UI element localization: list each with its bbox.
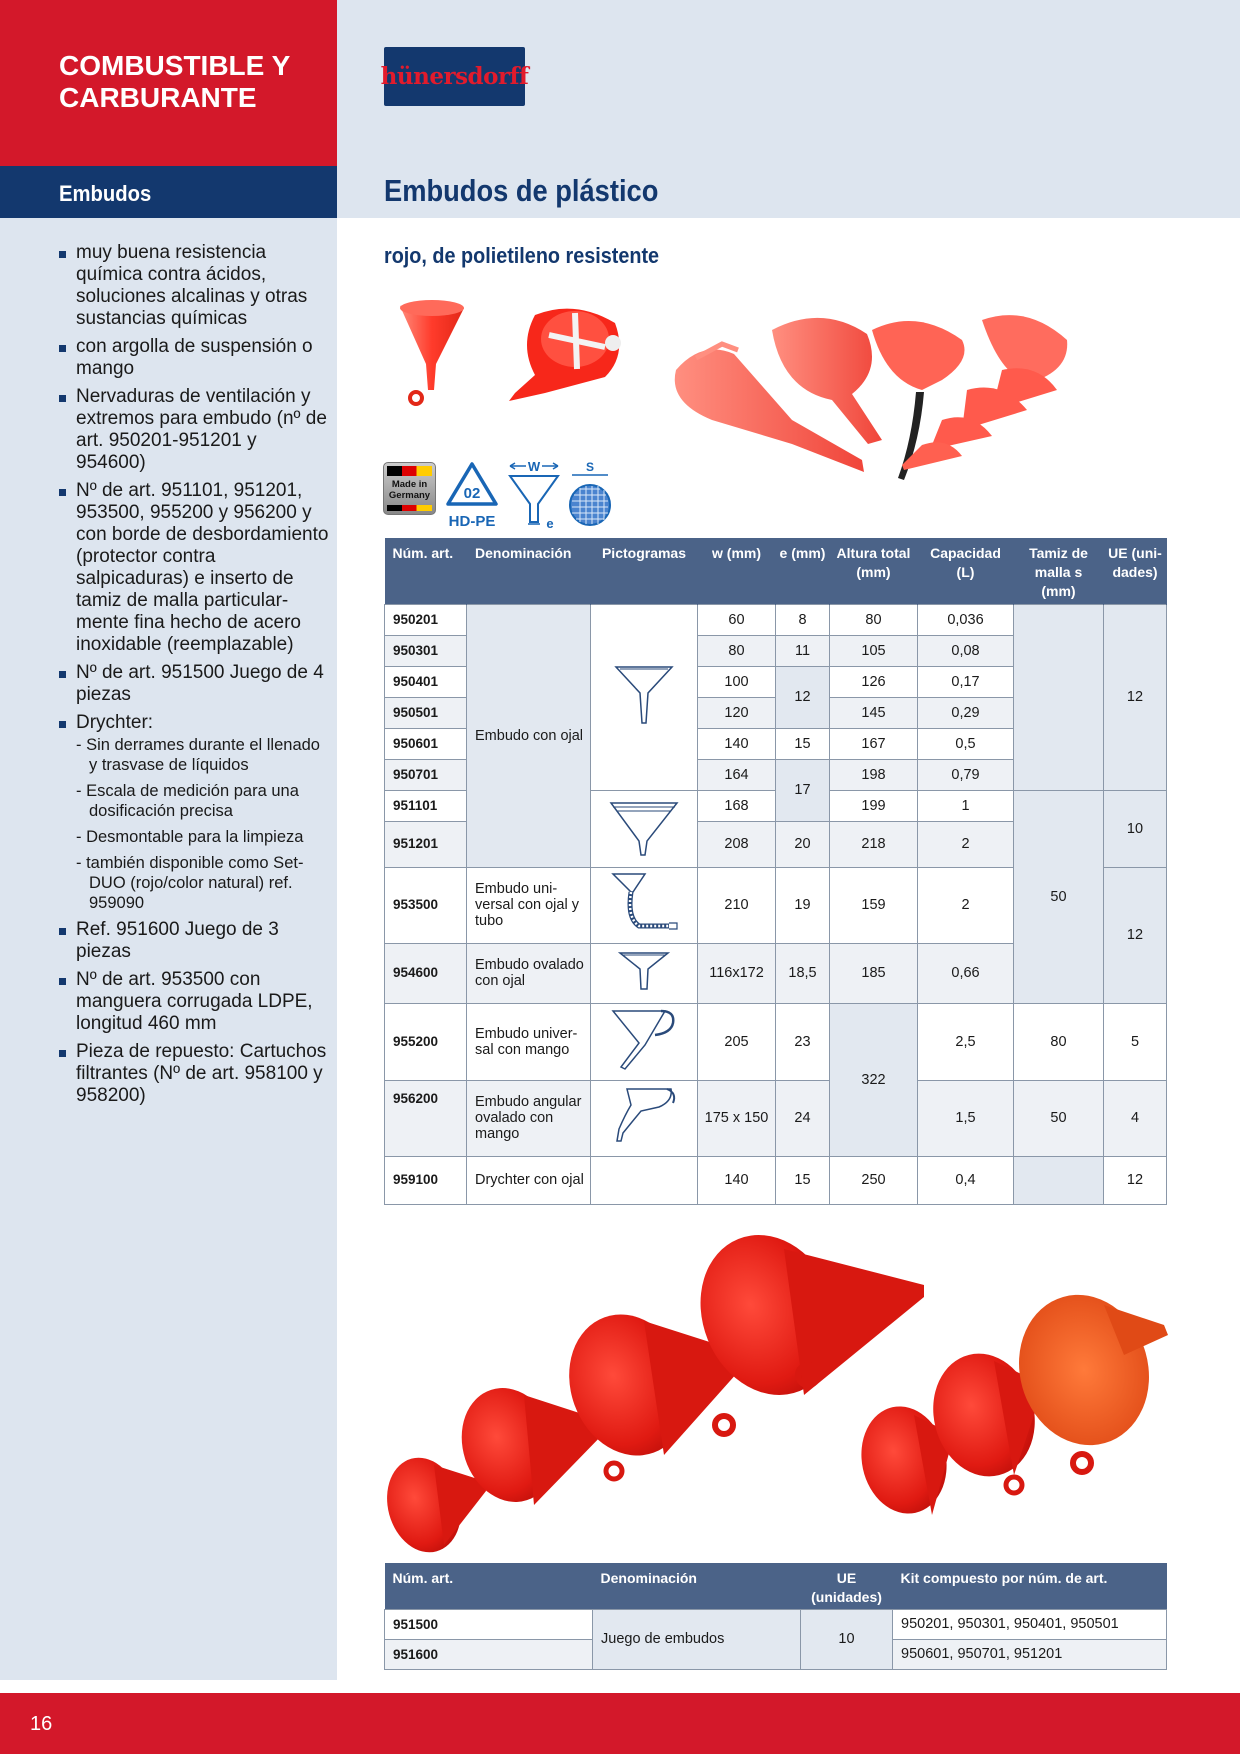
cell-e: 15 [776, 728, 830, 759]
column-header: Denominación [467, 538, 591, 604]
german-flag-icon [387, 505, 432, 511]
cell-art: 951101 [385, 790, 467, 821]
cell-capacity: 0,29 [918, 697, 1014, 728]
drychter-sublist [76, 735, 329, 913]
feature-item-label: Drychter: [76, 712, 154, 733]
cell-height: 80 [830, 604, 918, 635]
cell-art: 955200 [385, 1003, 467, 1080]
cell-mesh [1014, 1156, 1104, 1204]
sublist-item: - Sin derrames durante el llenado y trasvase de líquidos [76, 736, 320, 774]
column-header: UE (unidades) [1104, 538, 1167, 604]
column-header: Tamiz de malla s (mm) [1014, 538, 1104, 604]
cell-e: 12 [776, 666, 830, 728]
cell-e: 17 [776, 759, 830, 821]
cell-mesh: 50 [1014, 790, 1104, 1003]
cell-w: 164 [698, 759, 776, 790]
column-header: Kit compuesto por núm. de art. [893, 1563, 1167, 1609]
kit-table [384, 1563, 1167, 1670]
column-header: w (mm) [698, 538, 776, 604]
cell-height: 199 [830, 790, 918, 821]
cell-art: 950501 [385, 697, 467, 728]
mesh-size-icon [566, 460, 614, 530]
cell-ue: 10 [1104, 790, 1167, 867]
cell-w: 100 [698, 666, 776, 697]
cell-art: 950401 [385, 666, 467, 697]
cell-kit: 950201, 950301, 950401, 950501 [893, 1609, 1167, 1639]
funnel-pictogram-icon [614, 663, 674, 727]
cell-w: 60 [698, 604, 776, 635]
cell-ue: 12 [1104, 604, 1167, 790]
sublist-item: - también disponible como Set-DUO (rojo/color natural) ref. 959090 [76, 854, 304, 912]
cell-art: 951500 [385, 1609, 593, 1639]
cell-w: 140 [698, 728, 776, 759]
recycle-hdpe-icon [444, 460, 500, 530]
cell-pictogram [591, 1003, 698, 1080]
cell-e: 15 [776, 1156, 830, 1204]
german-flag-icon [387, 466, 432, 476]
cell-denomination: Embudo ovalado con ojal [467, 943, 591, 1003]
category-title: COMBUSTIBLE Y CARBURANTE [59, 50, 290, 113]
column-header: Núm. art. [385, 538, 467, 604]
funnel-strainer-pictogram-icon [609, 797, 679, 857]
feature-item: Nº de art. 951500 Juego de 4 piezas [59, 662, 329, 706]
cell-capacity: 0,08 [918, 635, 1014, 666]
cell-height: 198 [830, 759, 918, 790]
cell-capacity: 0,79 [918, 759, 1014, 790]
e-label: e [546, 516, 554, 530]
feature-item: muy buena resistencia química contra ácidos, soluciones alcalinas y otras sustancias químicas [59, 242, 329, 330]
recycle-code: 02 [463, 485, 481, 502]
cell-denomination: Embudo angular ovalado con mango [467, 1080, 591, 1156]
funnel-photo-group [672, 310, 1162, 500]
cell-art: 953500 [385, 867, 467, 943]
cell-w: 140 [698, 1156, 776, 1204]
cell-art: 954600 [385, 943, 467, 1003]
column-header: UE (unidades) [801, 1563, 893, 1609]
table-row [385, 604, 1167, 635]
product-table [384, 538, 1167, 1205]
column-header: Núm. art. [385, 1563, 593, 1609]
cell-height: 167 [830, 728, 918, 759]
oval-funnel-pictogram-icon [614, 949, 674, 993]
cell-pictogram [591, 790, 698, 867]
made-in-germany-badge [383, 462, 436, 515]
cell-kit: 950601, 950701, 951201 [893, 1639, 1167, 1669]
cell-mesh [1014, 604, 1104, 790]
funnel-handle-pictogram-icon [609, 1005, 679, 1075]
page-subtitle: rojo, de polietileno resistente [384, 243, 660, 268]
cell-capacity: 1,5 [918, 1080, 1014, 1156]
cell-w: 80 [698, 635, 776, 666]
funnel-photo-strainer [505, 305, 630, 405]
cell-height: 322 [830, 1003, 918, 1156]
cell-pictogram [591, 604, 698, 790]
cell-w: 175 x 150 [698, 1080, 776, 1156]
w-label: W [527, 460, 541, 474]
feature-item: Nº de art. 951101, 951201, 953500, 955200 y 956200 y con borde de desbordamiento (protector contra salpicaduras) e inserto de tamiz de malla particularmente fina hecho de acero inoxidable (reemplazable) [59, 480, 329, 656]
cell-e: 18,5 [776, 943, 830, 1003]
cell-e: 19 [776, 867, 830, 943]
cell-denomination: Juego de embudos [593, 1609, 801, 1669]
cell-capacity: 0,036 [918, 604, 1014, 635]
funnel-hose-pictogram-icon [609, 870, 679, 936]
cell-e: 20 [776, 821, 830, 867]
table-header-row [385, 1563, 1167, 1609]
sublist-item: - Desmontable para la limpieza [76, 828, 304, 846]
page-title: Embudos de plástico [384, 173, 659, 208]
cell-mesh: 80 [1014, 1003, 1104, 1080]
cell-w: 210 [698, 867, 776, 943]
cell-pictogram [591, 1156, 698, 1204]
cell-capacity: 0,66 [918, 943, 1014, 1003]
cell-height: 218 [830, 821, 918, 867]
feature-item-drychter [59, 712, 329, 913]
subcategory-header [0, 166, 337, 218]
cell-art: 959100 [385, 1156, 467, 1204]
s-label: S [585, 460, 595, 474]
cell-w: 120 [698, 697, 776, 728]
cell-e: 23 [776, 1003, 830, 1080]
feature-list [59, 242, 329, 1113]
table-row [385, 1003, 1167, 1080]
cell-capacity: 0,17 [918, 666, 1014, 697]
cell-art: 950301 [385, 635, 467, 666]
cell-capacity: 2 [918, 867, 1014, 943]
cell-capacity: 2 [918, 821, 1014, 867]
cell-ue: 4 [1104, 1080, 1167, 1156]
feature-item: con argolla de suspensión o mango [59, 336, 329, 380]
feature-item: Nervaduras de ventilación y extremos para embudo (nº de art. 950201-951201 y 954600) [59, 386, 329, 474]
cell-ue: 12 [1104, 1156, 1167, 1204]
cell-pictogram [591, 867, 698, 943]
cell-ue: 12 [1104, 867, 1167, 1003]
cell-art: 950201 [385, 604, 467, 635]
cell-w: 116x172 [698, 943, 776, 1003]
cell-art: 956200 [385, 1080, 467, 1156]
subcategory-title: Embudos [59, 181, 152, 206]
cell-capacity: 2,5 [918, 1003, 1014, 1080]
cell-height: 126 [830, 666, 918, 697]
cell-w: 205 [698, 1003, 776, 1080]
made-in-label: Made in Germany [388, 479, 431, 501]
cell-w: 208 [698, 821, 776, 867]
cell-art: 950601 [385, 728, 467, 759]
funnel-set-photo [384, 1235, 1174, 1555]
table-row [385, 1080, 1167, 1156]
cell-art: 951201 [385, 821, 467, 867]
cell-denomination: Embudo con ojal [467, 604, 591, 867]
footer-bar [0, 1693, 1240, 1754]
cell-height: 250 [830, 1156, 918, 1204]
table-header-row [385, 538, 1167, 604]
cell-ue: 5 [1104, 1003, 1167, 1080]
cell-denomination: Embudo universal con ojal y tubo [467, 867, 591, 943]
cell-height: 159 [830, 867, 918, 943]
column-header: Pictogramas [591, 538, 698, 604]
column-header: e (mm) [776, 538, 830, 604]
cell-height: 145 [830, 697, 918, 728]
cell-denomination: Embudo universal con mango [467, 1003, 591, 1080]
cell-capacity: 0,5 [918, 728, 1014, 759]
cell-ue: 10 [801, 1609, 893, 1669]
cell-capacity: 0,4 [918, 1156, 1014, 1204]
cell-art: 950701 [385, 759, 467, 790]
cell-mesh: 50 [1014, 1080, 1104, 1156]
cell-pictogram [591, 1080, 698, 1156]
brand-logo [380, 47, 529, 106]
cell-w: 168 [698, 790, 776, 821]
feature-item: Pieza de repuesto: Cartuchos filtrantes (Nº de art. 958100 y 958200) [59, 1041, 329, 1107]
feature-item: Ref. 951600 Juego de 3 piezas [59, 919, 329, 963]
table-row [385, 1609, 1167, 1639]
cell-pictogram [591, 943, 698, 1003]
funnel-dimension-icon [506, 460, 562, 530]
material-label: HD-PE [448, 513, 496, 530]
table-row [385, 1156, 1167, 1204]
cell-height: 105 [830, 635, 918, 666]
column-header: Altura total (mm) [830, 538, 918, 604]
cell-capacity: 1 [918, 790, 1014, 821]
cell-art: 951600 [385, 1639, 593, 1669]
cell-denomination: Drychter con ojal [467, 1156, 591, 1204]
cell-e: 24 [776, 1080, 830, 1156]
brand-name: hünersdorff [380, 63, 529, 90]
cell-e: 8 [776, 604, 830, 635]
feature-item: Nº de art. 953500 con manguera corrugada LDPE, longitud 460 mm [59, 969, 329, 1035]
column-header: Capacidad (L) [918, 538, 1014, 604]
angular-funnel-pictogram-icon [609, 1085, 679, 1147]
cell-e: 11 [776, 635, 830, 666]
funnel-photo-small [392, 298, 472, 410]
page-number: 16 [30, 1713, 53, 1735]
sublist-item: - Escala de medición para una dosificación precisa [76, 782, 299, 820]
column-header: Denominación [593, 1563, 801, 1609]
cell-height: 185 [830, 943, 918, 1003]
